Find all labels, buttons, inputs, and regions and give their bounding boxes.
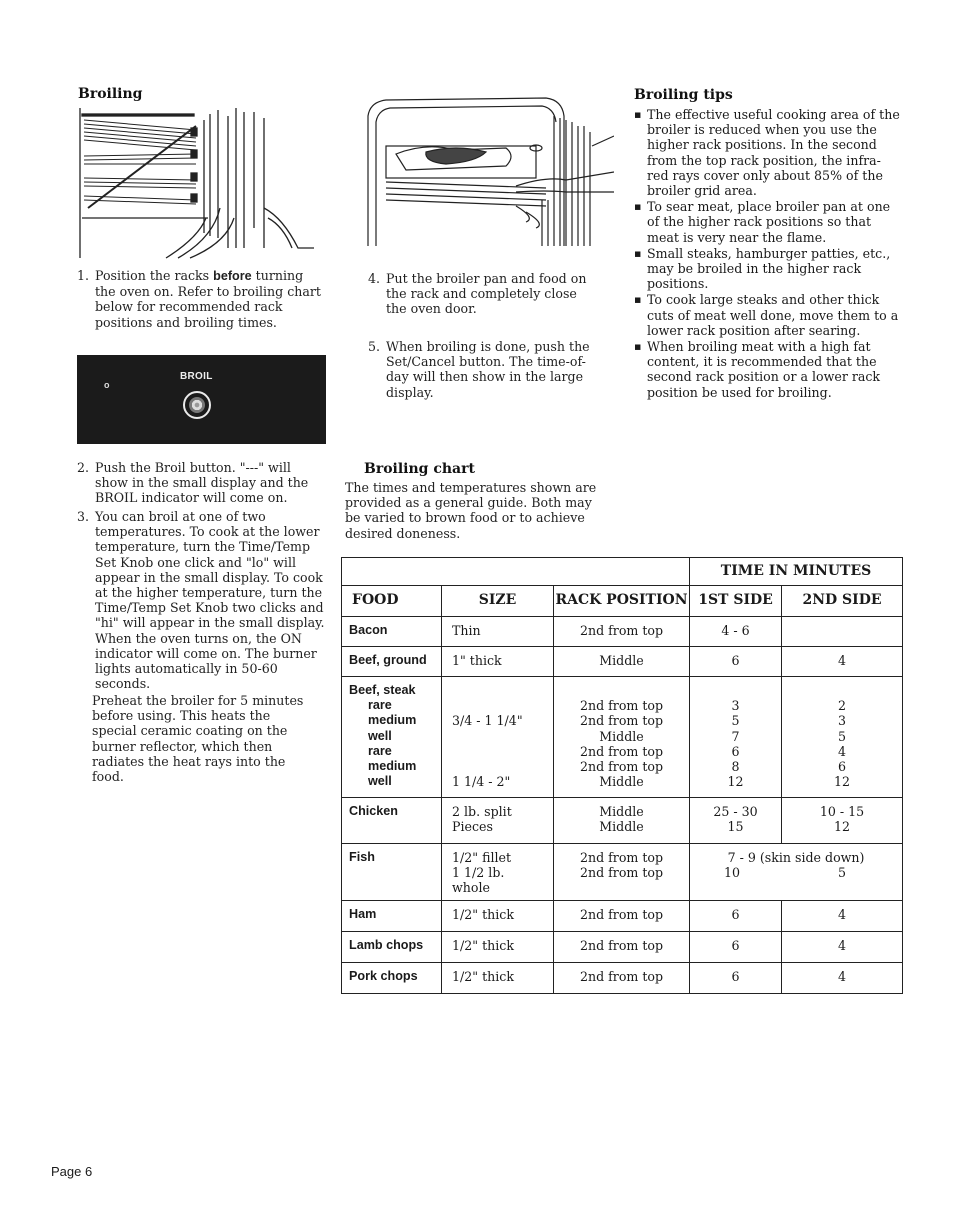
table-row: Fish 1/2" fillet 1 1/2 lb. whole 2nd from top 2nd from top 7 - 9 (skin side down) 10 5 bbox=[342, 844, 903, 901]
step-2: 2. Push the Broil button. "---" will show in the small display and the BROIL indicator will come on. bbox=[77, 460, 309, 506]
col-side1-header: 1ST SIDE bbox=[690, 586, 782, 617]
broiling-tips-heading: Broiling tips bbox=[634, 87, 733, 103]
broiling-heading: Broiling bbox=[78, 86, 143, 102]
oven-racks-illustration bbox=[78, 108, 314, 260]
step-4: 4. Put the broiler pan and food on the rack and completely close the oven door. bbox=[368, 271, 587, 317]
table-row: Beef, steak rare medium well rare medium well 3/4 - 1 1/4" 1 1/4 - 2" 2nd from top 2nd from top Middle 2nd from top 2nd from top Middle 3 5 7 6 8 12 2 3 5 4 6 12 bbox=[342, 677, 903, 798]
broiler-pan-illustration bbox=[366, 96, 614, 248]
table-row: Beef, ground 1" thick Middle 6 4 bbox=[342, 647, 903, 677]
step-3: 3. You can broil at one of two temperatures. To cook at the lower temperature, turn the Time/Temp Set Knob one click and "lo" will appear in the small display. To cook at the higher temperature, turn the Time/Temp Set Knob two clicks and "hi" will appear in the small display. When the oven turns on, the ON indicator will come on. The burner lights automatically in 50-60 seconds. bbox=[77, 509, 325, 692]
page-number: Page 6 bbox=[51, 1164, 93, 1179]
tip-item: ▪ When broiling meat with a high fat content, it is recommended that the second rack position or a lower rack position be used for broiling. bbox=[634, 339, 902, 400]
table-row: Pork chops 1/2" thick 2nd from top 6 4 bbox=[342, 962, 903, 993]
col-size-header: SIZE bbox=[442, 586, 554, 617]
tip-item: ▪ To sear meat, place broiler pan at one of the higher rack positions so that meat is very near the flame. bbox=[634, 199, 902, 245]
table-row: Lamb chops 1/2" thick 2nd from top 6 4 bbox=[342, 931, 903, 962]
indicator-light: o bbox=[104, 380, 110, 390]
col-rack-header: RACK POSITION bbox=[554, 586, 690, 617]
broil-control-panel bbox=[77, 355, 326, 444]
step-number: 1. bbox=[77, 268, 90, 283]
broil-label: BROIL bbox=[180, 371, 213, 382]
time-in-minutes-header: TIME IN MINUTES bbox=[690, 558, 903, 586]
broiling-chart-table bbox=[341, 557, 903, 994]
table-row: Ham 1/2" thick 2nd from top 6 4 bbox=[342, 900, 903, 931]
chart-intro: The times and temperatures shown are provided as a general guide. Both may be varied to brown food or to achieve desired doneness. bbox=[345, 480, 597, 541]
step-1: 1. Position the racks before turning the oven on. Refer to broiling chart below for recommended rack positions and broiling times. bbox=[77, 268, 321, 330]
broiling-chart-heading: Broiling chart bbox=[364, 461, 475, 477]
tip-item: ▪ Small steaks, hamburger patties, etc., may be broiled in the higher rack positions. bbox=[634, 246, 902, 292]
tip-item: ▪ The effective useful cooking area of the broiler is reduced when you use the higher rack positions. In the second from the top rack position, the infra-red rays cover only about 85% of the broiler grid area. bbox=[634, 107, 902, 198]
table-header-blank bbox=[342, 558, 690, 586]
preheat-note: Preheat the broiler for 5 minutes before using. This heats the special ceramic coating on the burner reflector, which then radiates the heat rays into the food. bbox=[92, 693, 304, 785]
step-5: 5. When broiling is done, push the Set/Cancel button. The time-of-day will then show in the large display. bbox=[368, 339, 590, 400]
table-row: Bacon Thin 2nd from top 4 - 6 bbox=[342, 617, 903, 647]
col-food-header: FOOD bbox=[342, 586, 442, 617]
broiling-tips-list bbox=[634, 107, 902, 401]
tip-item: ▪ To cook large steaks and other thick cuts of meat well done, move them to a lower rack position after searing. bbox=[634, 292, 902, 338]
table-row: Chicken 2 lb. split Pieces Middle Middle 25 - 30 15 10 - 15 12 bbox=[342, 798, 903, 844]
col-side2-header: 2ND SIDE bbox=[782, 586, 903, 617]
broil-button[interactable] bbox=[183, 391, 211, 419]
